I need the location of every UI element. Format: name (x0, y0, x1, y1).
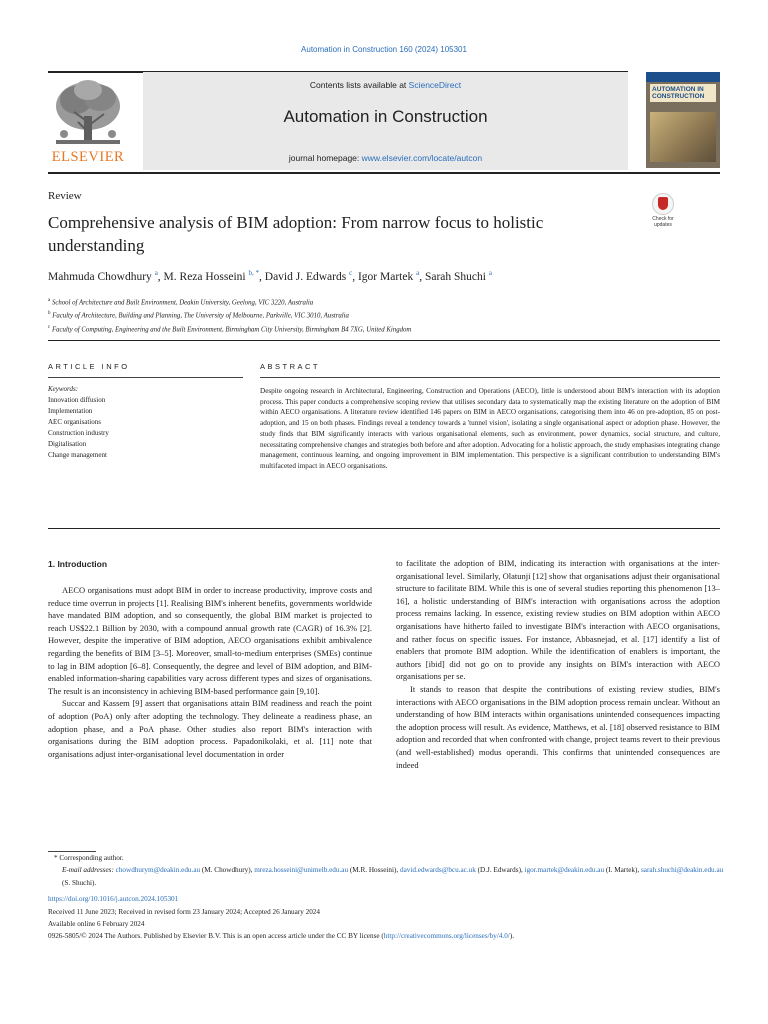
header-bottom-rule (48, 172, 720, 174)
body-column-left (48, 584, 372, 760)
affiliation-text: School of Architecture and Built Environment, Deakin University, Geelong, VIC 3220, Australia (51, 299, 314, 307)
author-name[interactable]: David J. Edwards (264, 270, 347, 283)
check-for-updates-button[interactable] (646, 193, 680, 229)
body-divider (48, 528, 720, 529)
author-affil-mark[interactable]: b, * (248, 269, 260, 277)
license-link[interactable]: http://creativecommons.org/licenses/by/4.0/ (383, 932, 510, 941)
email-link[interactable]: chowdhurym@deakin.edu.au (115, 866, 201, 875)
keyword-item: Implementation (48, 407, 93, 415)
homepage-link[interactable]: www.elsevier.com/locate/autcon (361, 153, 483, 163)
contents-prefix: Contents lists available at (309, 80, 409, 90)
email-owner: (I. Martek), (605, 866, 640, 875)
doi-link[interactable]: https://doi.org/10.1016/j.autcon.2024.105301 (48, 895, 179, 904)
author-name[interactable]: Igor Martek (357, 270, 414, 283)
license-text: 0926-5805/© 2024 The Authors. Published by Elsevier B.V. This is an open access article under the CC BY license ( (48, 932, 384, 941)
author-name[interactable]: M. Reza Hosseini (163, 270, 246, 283)
affiliation-text: Faculty of Architecture, Building and Planning, The University of Melbourne, Parkville, VIC 3010, Australia (52, 312, 349, 320)
author-affil-mark[interactable]: a (154, 269, 158, 277)
affiliation-item (48, 322, 728, 335)
email-owner: (S. Shuchi). (62, 878, 97, 887)
license-line (48, 930, 728, 942)
keyword-item: AEC organisations (48, 418, 101, 426)
email-label: E-mail addresses: (62, 866, 114, 875)
homepage-prefix: journal homepage: (288, 153, 362, 163)
affiliation-item (48, 295, 728, 308)
email-link[interactable]: mreza.hosseini@unimelb.edu.au (254, 866, 349, 875)
abstract-rule (260, 377, 720, 378)
author-name[interactable]: Mahmuda Chowdhury (48, 270, 152, 283)
sciencedirect-link[interactable]: ScienceDirect (408, 80, 462, 90)
affiliation-mark: a (48, 298, 51, 303)
author-name[interactable]: Sarah Shuchi (424, 270, 486, 283)
license-suffix: ). (509, 932, 515, 941)
footnotes (48, 852, 728, 943)
journal-reference[interactable]: Automation in Construction 160 (2024) 105301 (301, 45, 467, 54)
corresponding-note: * Corresponding author. (54, 854, 124, 862)
author-affil-mark[interactable]: a (416, 269, 420, 277)
received-dates: Received 11 June 2023; Received in revised form 23 January 2024; Accepted 26 January 2024 (48, 907, 320, 916)
author-affil-mark[interactable]: c (349, 269, 353, 277)
keyword-item: Innovation diffusion (48, 396, 106, 404)
author-affil-mark[interactable]: a (488, 269, 492, 277)
affiliation-item (48, 308, 728, 321)
contents-line (143, 80, 628, 90)
article-title: Comprehensive analysis of BIM adoption: From narrow focus to holistic understanding (48, 213, 544, 255)
email-link[interactable]: sarah.shuchi@deakin.edu.au (640, 866, 724, 875)
email-owner: (D.J. Edwards), (477, 866, 523, 875)
check-updates-label: Check for updates (652, 216, 674, 228)
body-paragraph: Succar and Kassem [9] assert that organisations attain BIM readiness and reach the point of adoption (PoA) only after adopting the technology. They delineate a readiness phase, an adoption phase, and a PoA phase. Other studies also report BIM's interaction with organisations during the BIM adoption process. Papadonikolaki, et al. [11] note that organisations adjust inter-organisational level documentation in order (48, 698, 372, 759)
author-list: Mahmuda Chowdhury $^a$, M. Reza Hosseini $^{b, *}$, David J. Edwards $^c$, Igor Martek $^a$, Sarah Shuchi $^a$ (48, 269, 492, 283)
article-type: Review (48, 190, 82, 202)
abstract-text: Despite ongoing research in Architectural, Engineering, Construction and Operations (AECO), little is understood about BIM's interaction with its adoption process. This paper conducts a comprehensive scoping review that utilises secondary data to systematically map the existing literature on the adoption of BIM within AECO organisations. A literature review identified 146 papers on BIM in AECO organisations, categorising them into 46 on pre-adoption, 85 on post-adoption, and 15 on both phases. Findings reveal a tendency towards a 'tunnel vision', isolating a single organisational aspect or adoption phase. However, the study finds that BIM significantly interacts with various organisational elements, such as environment, power dynamics, social structure, and culture, necessitating comprehensive changes and strategies both before and after adoption. Advocating for a holistic approach, the study emphasises integrating change management, continuous learning, and ongoing improvement in BIM implementation. This perspective is a significant contribution to understanding BIM's multifaceted impact in AECO organisations. (260, 387, 720, 470)
affiliation-mark: b (48, 311, 51, 317)
journal-homepage-line (143, 153, 628, 163)
body-paragraph: to facilitate the adoption of BIM, indicating its interaction with organisations at the inter-organisational level. Similarly, Olatunji [12] show that organisations adjust their organisational structure to facilitate BIM. While this is one of several studies reporting this phenomenon [13–16], a holistic understanding of BIM's interaction with organisations across the adoption process remains lacking. In essence, existing review studies on BIM adoption within AECO organisations have hitherto failed to investigate BIM's interaction with AECO organisations, and rather focus on specific issues. For instance, Abbasnejad, et al. [17] identify a list of enablers that promote BIM adoption. While the identification of enablers is important, the authors [ibid] did not go on to provide any insights on BIM's interaction with AECO organisations per se. (396, 558, 720, 682)
cover-top-band (646, 72, 720, 82)
article-info-rule (48, 377, 243, 378)
keywords-label: Keywords: (48, 385, 79, 393)
introduction-heading: 1. Introduction (48, 559, 108, 569)
journal-cover-image[interactable] (646, 72, 720, 168)
elsevier-wordmark: ELSEVIER (51, 149, 125, 165)
keyword-item: Digitalisation (48, 440, 87, 448)
email-owner: (M. Chowdhury), (201, 866, 253, 875)
available-online: Available online 6 February 2024 (48, 920, 145, 929)
body-column-right (396, 557, 720, 771)
keywords-list (48, 384, 243, 461)
affiliations (48, 295, 728, 335)
affiliation-text: Faculty of Computing, Engineering and the Built Environment, Birmingham City University, Birmingham B4 7XG, United Kingdom (51, 325, 412, 333)
email-link[interactable]: david.edwards@bcu.ac.uk (399, 866, 476, 875)
affiliation-mark: c (48, 324, 51, 330)
journal-title: Automation in Construction (283, 107, 488, 126)
cover-title: AUTOMATION IN CONSTRUCTION (650, 84, 716, 102)
cover-photo (650, 112, 716, 162)
email-owner: (M.R. Hosseini), (349, 866, 399, 875)
section-divider (48, 340, 720, 341)
article-info-heading: ARTICLE INFO (48, 362, 130, 371)
check-updates-icon (652, 193, 674, 215)
body-paragraph: It stands to reason that despite the contributions of existing review studies, BIM's interactions with AECO organisations in the BIM adoption process remain unclear. Without an understanding of how BIM interacts within organisations unintended consequences impacting the adoption process will result. As evidence, Matthews, et al. [18] observed resistance to BIM adoption and recorded that when confronted with change, project teams revert to their previous (and well-established) modus operandi. This confirms that unintended consequences are indeed (396, 683, 720, 770)
keyword-item: Construction industry (48, 429, 109, 437)
email-link[interactable]: igor.martek@deakin.edu.au (524, 866, 605, 875)
email-line (48, 864, 728, 889)
abstract-heading: ABSTRACT (260, 362, 321, 371)
body-paragraph: AECO organisations must adopt BIM in order to increase productivity, improve costs and reduce time overrun in projects [1]. Realising BIM's inherent benefits, governments worldwide have mandated BIM adoption, and so consequently, the global BIM market is projected to reach US$22.1 Billion by 2030, with a compound annual growth rate (CAGR) of 16.3% [2]. However, despite the imperative of BIM adoption, AECO organisations exhibit ambivalence regarding the benefits of BIM [3–5]. Moreover, small-to-medium enterprises (SMEs) continue to lag in BIM adoption [6–8]. Consequently, the degree and level of BIM adoption, and BIM-enabled information-sharing capabilities vary across different types and sizes of organisations. The result is an inconsistency in achieving BIM-based performance gain [9,10]. (48, 585, 372, 696)
keyword-item: Change management (48, 451, 107, 459)
